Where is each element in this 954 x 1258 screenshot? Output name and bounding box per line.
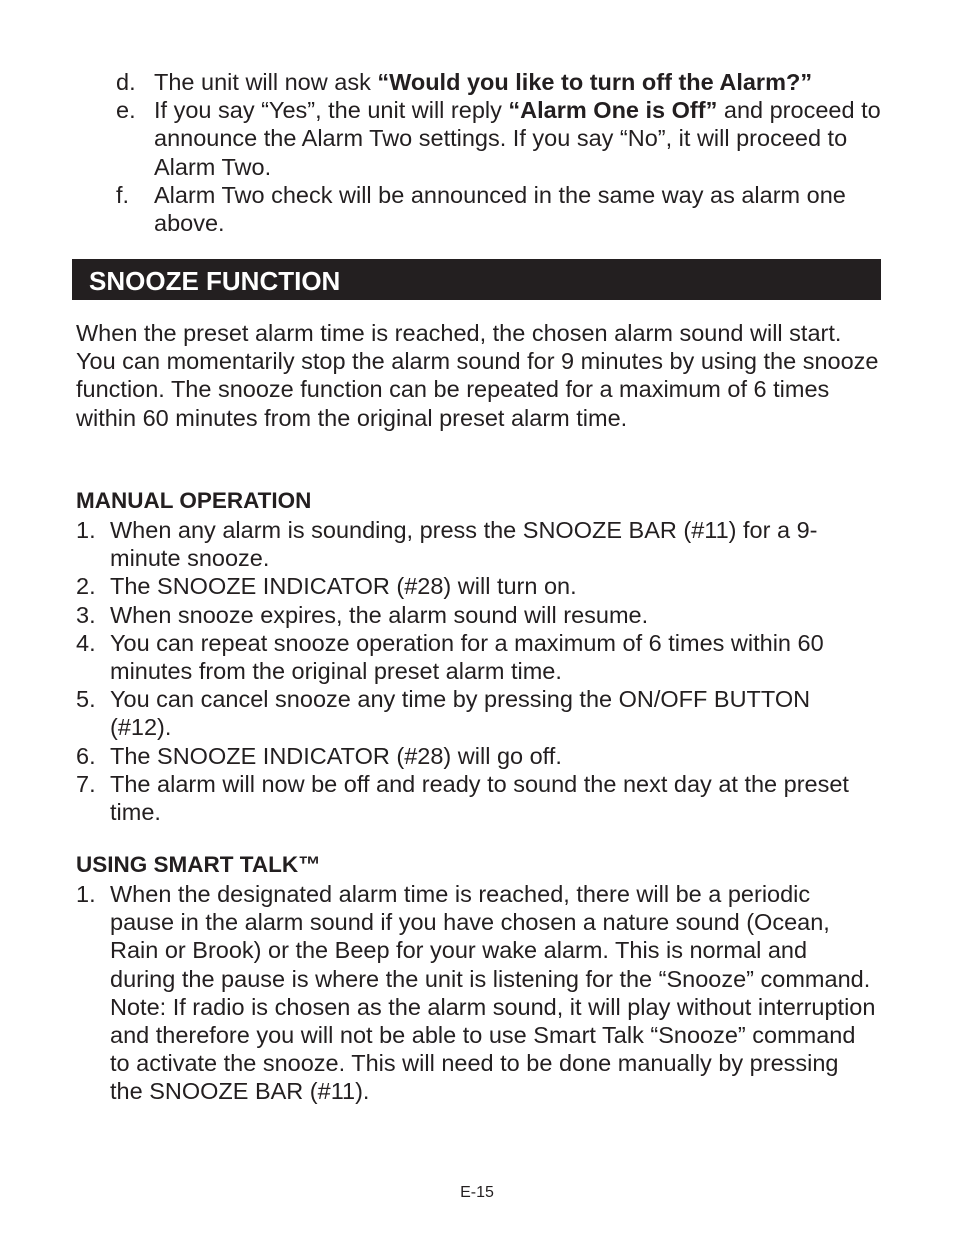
smart-talk-text: When the designated alarm time is reached, there will be a periodic pause in the alarm sound if you have chosen a nature sound (Ocean, Rain or Brook) or the Beep for your wake alarm. This is normal and during the pause is where the unit is listening for the “Snooze” command. xyxy=(110,881,871,992)
list-item: 1. When any alarm is sounding, press the SNOOZE BAR (#11) for a 9-minute snooze. xyxy=(76,517,818,572)
list-item: 7. The alarm will now be off and ready to sound the next day at the preset time. xyxy=(76,770,849,826)
list-item: d. The unit will now ask “Would you like to turn off the Alarm?” xyxy=(116,69,813,95)
list-marker: 1. xyxy=(76,881,96,907)
list-item: 6. The SNOOZE INDICATOR (#28) will go off. xyxy=(76,742,562,769)
list-item xyxy=(76,880,876,1106)
manual-operation-heading: MANUAL OPERATION xyxy=(76,488,312,513)
list-marker: d. xyxy=(116,69,136,95)
smart-talk-note: Note: If radio is chosen as the alarm sound, it will play without interruption and therefore you will not be able to use Smart Talk “Snooze” command to activate the snooze. This will need to be done manually by pressing the SNOOZE BAR (#11). xyxy=(110,993,876,1105)
list-item: 4. You can repeat snooze operation for a maximum of 6 times within 60 minutes from the original preset alarm time. xyxy=(76,629,824,685)
list-marker: 4. xyxy=(76,629,96,656)
list-item: e. If you say “Yes”, the unit will reply “Alarm One is Off” and proceed to announce the Alarm Two settings. If you say “No”, it will proceed to Alarm Two. xyxy=(116,97,881,180)
section-banner xyxy=(72,259,881,300)
intro-paragraph: When the preset alarm time is reached, the chosen alarm sound will start. You can momentarily stop the alarm sound for 9 minutes by using the snooze function. The snooze function can be repeated for a maximum of 6 times within 60 minutes from the original preset alarm time. xyxy=(76,320,879,431)
list-marker: 1. xyxy=(76,517,96,543)
list-marker: 5. xyxy=(76,686,96,713)
smart-talk-heading: USING SMART TALK™ xyxy=(76,852,321,877)
list-item: 2. The SNOOZE INDICATOR (#28) will turn on. xyxy=(76,573,577,600)
list-marker: 6. xyxy=(76,742,96,769)
list-item: 3. When snooze expires, the alarm sound will resume. xyxy=(76,601,649,628)
alarm-check-list xyxy=(116,68,886,237)
list-marker: e. xyxy=(116,97,136,124)
list-item: f. Alarm Two check will be announced in the same way as alarm one above. xyxy=(116,181,846,237)
section-title: SNOOZE FUNCTION xyxy=(89,266,341,296)
manual-operation-list xyxy=(76,516,876,826)
list-item: 5. You can cancel snooze any time by pressing the ON/OFF BUTTON (#12). xyxy=(76,686,811,741)
page-number: E-15 xyxy=(460,1184,494,1201)
list-marker: f. xyxy=(116,181,130,208)
smart-talk-list xyxy=(76,880,876,1106)
list-marker: 2. xyxy=(76,573,96,600)
list-marker: 7. xyxy=(76,770,96,797)
list-marker: 3. xyxy=(76,601,96,628)
